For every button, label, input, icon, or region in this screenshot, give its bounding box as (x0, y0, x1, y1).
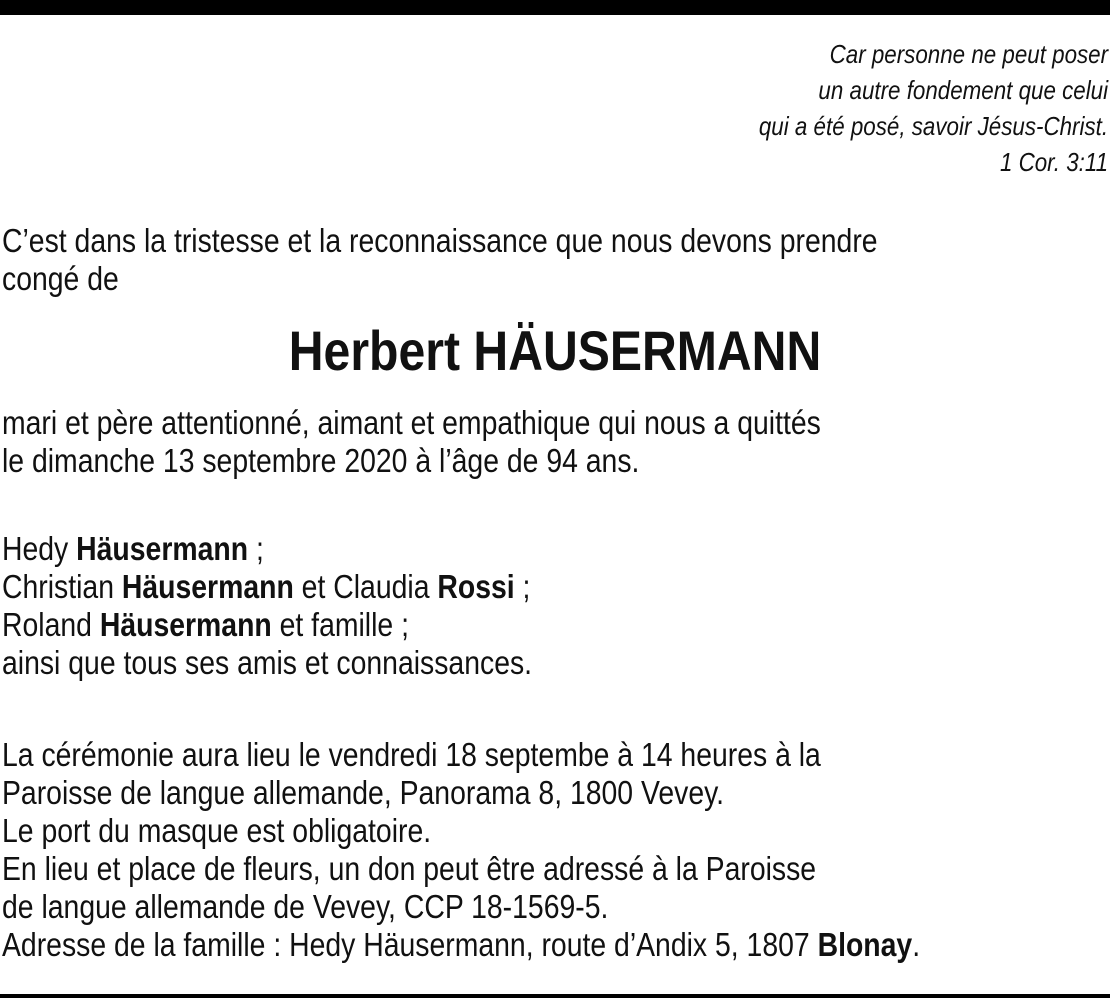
ceremony-line: de langue allemande de Vevey, CCP 18-1569-5. (2, 888, 609, 925)
intro-line: C’est dans la tristesse et la reconnaissance que nous devons prendre (2, 222, 878, 259)
address-city: Blonay (817, 926, 913, 963)
deceased-name: Herbert HÄUSERMANN (288, 319, 822, 382)
bottom-border-rule (0, 994, 1110, 998)
verse-reference: 1 Cor. 3:11 (999, 147, 1108, 177)
verse-line: un autre fondement que celui (818, 75, 1108, 105)
ceremony-info (2, 736, 920, 964)
ceremony-line: Paroisse de langue allemande, Panorama 8, 1800 Vevey. (2, 774, 725, 811)
top-border-rule (0, 0, 1110, 15)
ceremony-line: En lieu et place de fleurs, un don peut être adressé à la Paroisse (2, 850, 817, 887)
family-member: Christian Häusermann et Claudia Rossi ; (2, 568, 531, 605)
intro-line: congé de (2, 260, 119, 297)
intro-text (2, 222, 878, 298)
verse-line: Car personne ne peut poser (829, 39, 1108, 69)
ceremony-line: La cérémonie aura lieu le vendredi 18 septembe à 14 heures à la (2, 736, 821, 773)
family-member: Hedy Häusermann ; (2, 530, 264, 567)
family-surname: Häusermann (121, 568, 294, 605)
family-address: Adresse de la famille : Hedy Häusermann, route d’Andix 5, 1807 Blonay. (2, 926, 921, 963)
description-line: le dimanche 13 septembre 2020 à l’âge de 94 ans. (2, 442, 640, 479)
family-surname: Rossi (437, 568, 515, 605)
description-line: mari et père attentionné, aimant et empathique qui nous a quittés (2, 404, 821, 441)
bible-verse (759, 36, 1108, 180)
description-text (2, 404, 821, 480)
ceremony-line: Le port du masque est obligatoire. (2, 812, 432, 849)
family-member: Roland Häusermann et famille ; (2, 606, 409, 643)
family-friends-line: ainsi que tous ses amis et connaissances. (2, 644, 533, 681)
verse-line: qui a été posé, savoir Jésus-Christ. (758, 111, 1108, 141)
family-list (2, 530, 532, 682)
family-surname: Häusermann (76, 530, 249, 567)
family-surname: Häusermann (99, 606, 272, 643)
